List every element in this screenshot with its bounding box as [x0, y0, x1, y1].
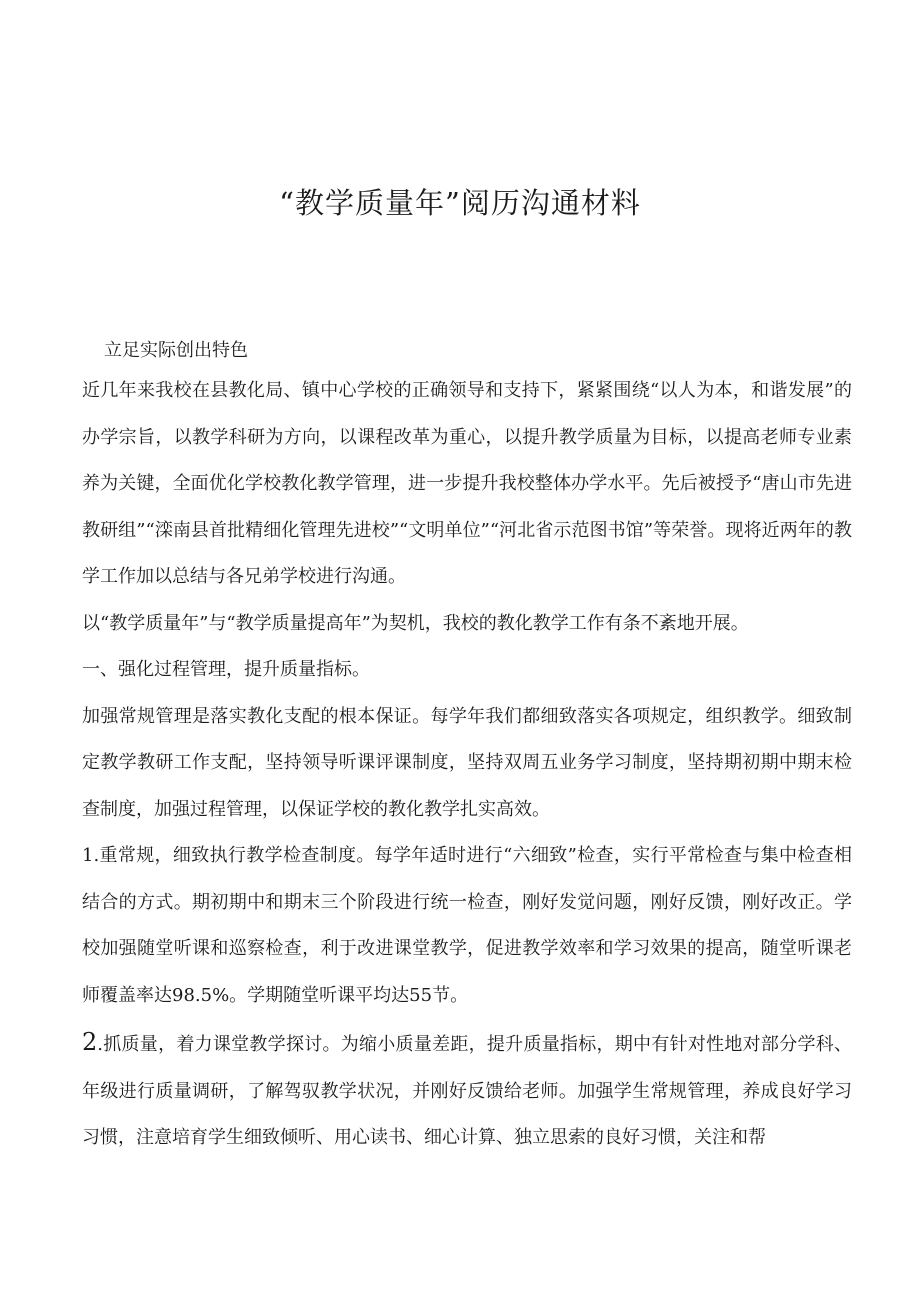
paragraph-intro: 近几年来我校在县教化局、镇中心学校的正确领导和支持下，紧紧围绕“以人为本，和谐发展”的办学宗旨，以教学科研为方向，以课程改革为重心，以提升教学质量为目标，以提高老师专业素养为关键，全面优化学校教化教学管理，进一步提升我校整体办学水平。先后被授予“唐山市先进教研组”“滦南县首批精细化管理先进校”“文明单位”“河北省示范图书馆”等荣誉。现将近两年的教学工作加以总结与各兄弟学校进行沟通。	[82, 380, 852, 587]
document-subtitle: 立足实际创出特色	[104, 340, 248, 361]
item-text: .抓质量，着力课堂教学探讨。为缩小质量差距，提升质量指标，期中有针对性地对部分学科、年级进行质量调研，了解驾驭教学状况，并刚好反馈给老师。加强学生常规管理，养成良好学习习惯，注意培育学生细致倾听、用心读书、细心计算、独立思索的良好习惯，关注和帮	[82, 1034, 852, 1148]
paragraph-opportunity: 以“教学质量年”与“教学质量提高年”为契机，我校的教化教学工作有条不紊地开展。	[82, 612, 749, 634]
paragraph-item-2	[82, 1019, 852, 1162]
paragraph-item-1: 1.重常规，细致执行教学检查制度。每学年适时进行“六细致”检查，实行平常检查与集中检查相结合的方式。期初期中和期末三个阶段进行统一检查，刚好发觉问题，刚好反馈，刚好改正。学校加强随堂听课和巡察检查，利于改进课堂教学，促进教学效率和学习效果的提高，随堂听课老师覆盖率达98.5%。学期随堂听课平均达55节。	[82, 845, 852, 1006]
section-heading-1: 一、强化过程管理，提升质量指标。	[82, 659, 370, 680]
document-body	[82, 368, 852, 1162]
document-title: “教学质量年”阅历沟通材料	[279, 186, 641, 220]
item-number: 2	[82, 1028, 98, 1056]
paragraph-routine-management: 加强常规管理是落实教化支配的根本保证。每学年我们都细致落实各项规定，组织教学。细致制定教学教研工作支配，坚持领导听课评课制度，坚持双周五业务学习制度，坚持期初期中期末检查制度，加强过程管理，以保证学校的教化教学扎实高效。	[82, 705, 852, 820]
